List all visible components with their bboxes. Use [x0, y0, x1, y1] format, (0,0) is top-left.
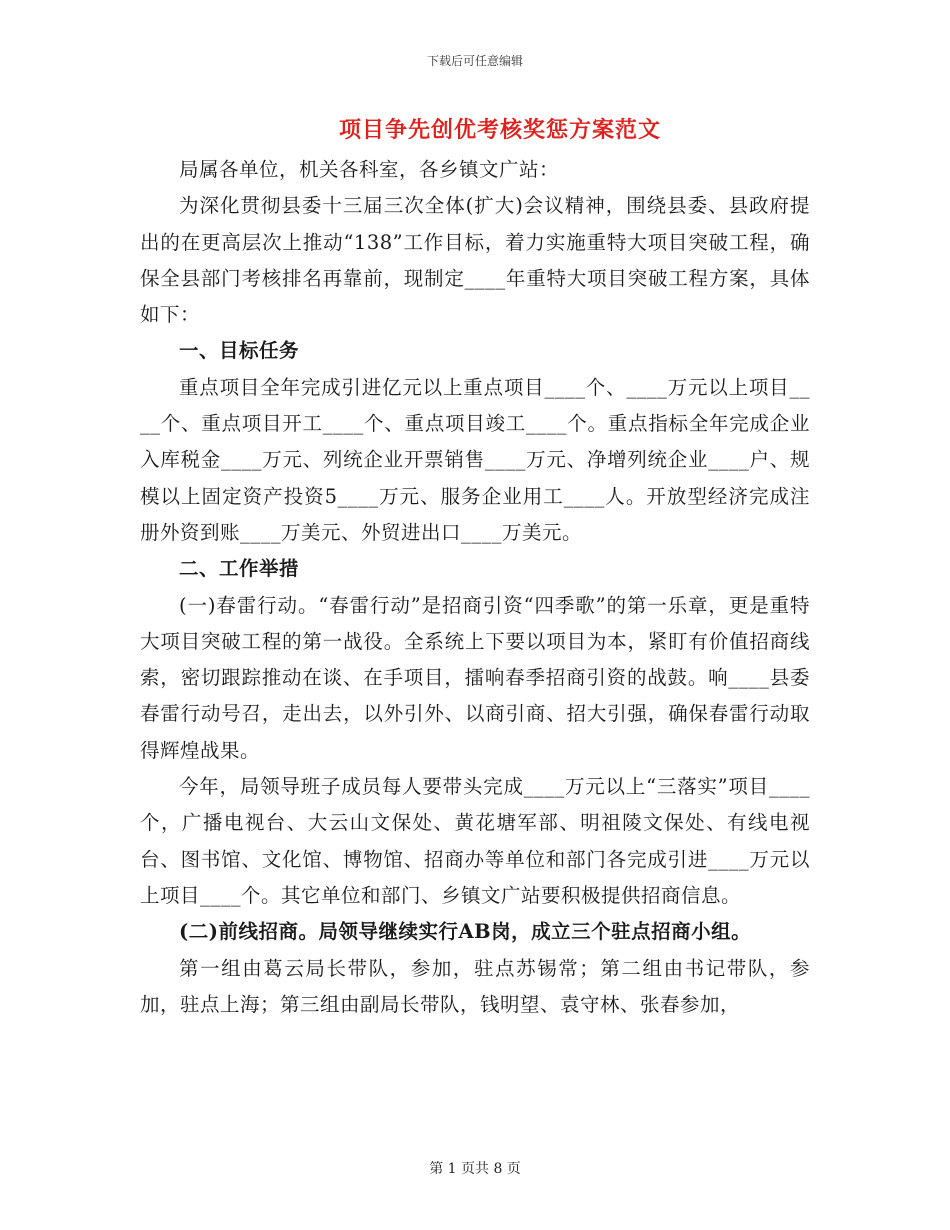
section-heading-measures: 二、工作举措	[179, 557, 300, 581]
groups-paragraph: 第一组由葛云局长带队，参加，驻点苏锡常；第二组由书记带队，参加，驻点上海；第三组由副局长带队，钱明望、袁守林、张春参加，	[140, 956, 810, 1016]
targets-paragraph: 重点项目全年完成引进亿元以上重点项目____个、____万元以上项目____个、重点项目开工____个、重点项目竣工____个。重点指标全年完成企业入库税金____万元、列统企业开票销售____万元、净增列统企业____户、规模以上固定资产投资5____万元、服务企业用工____人。开放型经济完成注册外资到账____万美元、外贸进出口____万美元。	[140, 375, 810, 544]
subsection-heading-frontline: (二)前线招商。局领导继续实行AB岗，成立三个驻点招商小组。	[179, 920, 752, 944]
intro-paragraph: 为深化贯彻县委十三届三次全体(扩大)会议精神，围绕县委、县政府提出的在更高层次上推动“138”工作目标，着力实施重特大项目突破工程，确保全县部门考核排名再靠前，现制定____年重特大项目突破工程方案，具体如下：	[140, 194, 810, 327]
document-body	[140, 152, 810, 1023]
page-header-note: 下载后可任意编辑	[426, 54, 523, 68]
document-title: 项目争先创优考核奖惩方案范文	[338, 117, 661, 143]
salutation-paragraph: 局属各单位，机关各科室，各乡镇文广站：	[179, 158, 560, 181]
section-heading-targets: 一、目标任务	[179, 339, 300, 363]
page-number-footer: 第 1 页共 8 页	[429, 1161, 521, 1177]
leadership-tasks-paragraph: 今年，局领导班子成员每人要带头完成____万元以上“三落实”项目____个，广播电视台、大云山文保处、黄花塘军部、明祖陵文保处、有线电视台、图书馆、文化馆、博物馆、招商办等单位和部门各完成引进____万元以上项目____个。其它单位和部门、乡镇文广站要积极提供招商信息。	[140, 775, 810, 907]
spring-thunder-paragraph: (一)春雷行动。“春雷行动”是招商引资“四季歌”的第一乐章，更是重特大项目突破工程的第一战役。全系统上下要以项目为本，紧盯有价值招商线索，密切跟踪推动在谈、在手项目，擂响春季招商引资的战鼓。响____县委春雷行动号召，走出去，以外引外、以商引商、招大引强，确保春雷行动取得辉煌战果。	[140, 593, 810, 762]
